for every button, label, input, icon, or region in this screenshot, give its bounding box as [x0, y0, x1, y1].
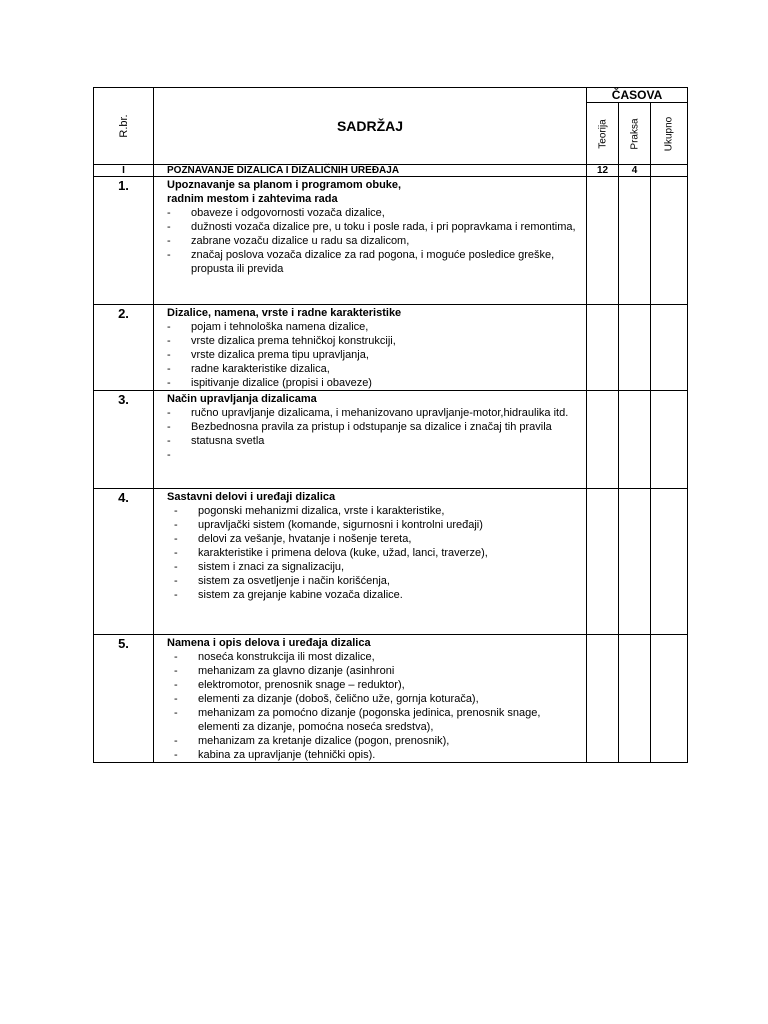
- header-praksa: Praksa: [629, 117, 640, 150]
- table-row: [94, 305, 688, 391]
- list-item: - obaveze i odgovornosti vozača dizalice,: [167, 206, 580, 220]
- header-casova: ČASOVA: [587, 88, 688, 103]
- header-row-top: [94, 88, 688, 103]
- row-topic: Sastavni delovi i uređaji dizalica: [167, 491, 336, 503]
- header-teorija-cell: [587, 103, 619, 165]
- row-topic: Dizalice, namena, vrste i radne karakteristike: [167, 307, 402, 319]
- hours-cell: [619, 305, 651, 391]
- row-item-list: [167, 320, 580, 390]
- row-item-list: [167, 206, 580, 276]
- row-topic: Način upravljanja dizalicama: [167, 393, 317, 405]
- list-item: - pogonski mehanizmi dizalica, vrste i karakteristike,: [167, 504, 580, 518]
- hours-cell: [619, 177, 651, 305]
- header-rbr-cell: [94, 88, 154, 165]
- section-num: I: [94, 165, 154, 177]
- hours-cell: [587, 391, 619, 489]
- list-item: - mehanizam za kretanje dizalice (pogon, prenosnik),: [167, 734, 580, 748]
- list-item: - statusna svetla: [167, 434, 580, 448]
- hours-cell: [619, 489, 651, 635]
- row-topic: radnim mestom i zahtevima rada: [167, 193, 338, 205]
- table-row: [94, 489, 688, 635]
- hours-cell: [651, 305, 688, 391]
- list-item: - značaj poslova vozača dizalice za rad pogona, i moguće posledice greške, propusta ili previda: [167, 248, 580, 276]
- row-content: [154, 177, 587, 305]
- list-item: - karakteristike i primena delova (kuke, užad, lanci, traverze),: [167, 546, 580, 560]
- list-item: - ispitivanje dizalice (propisi i obaveze): [167, 376, 580, 390]
- row-item-list: [167, 504, 580, 602]
- hours-cell: [587, 635, 619, 763]
- table-row: [94, 635, 688, 763]
- row-number: 4.: [94, 489, 154, 635]
- table-row: [94, 177, 688, 305]
- list-item: - pojam i tehnološka namena dizalice,: [167, 320, 580, 334]
- row-number: 3.: [94, 391, 154, 489]
- section-row: [94, 165, 688, 177]
- header-praksa-cell: [619, 103, 651, 165]
- header-rbr: R.br.: [117, 114, 130, 138]
- curriculum-table: [93, 87, 688, 763]
- row-topic: Upoznavanje sa planom i programom obuke,: [167, 179, 402, 191]
- list-item: - sistem za grejanje kabine vozača dizalice.: [167, 588, 580, 602]
- list-item: - ručno upravljanje dizalicama, i mehanizovano upravljanje-motor,hidraulika itd.: [167, 406, 580, 420]
- list-item: - upravljački sistem (komande, sigurnosni i kontrolni uređaji): [167, 518, 580, 532]
- row-topic: Namena i opis delova i uređaja dizalica: [167, 637, 371, 649]
- list-item: - radne karakteristike dizalica,: [167, 362, 580, 376]
- row-content: [154, 305, 587, 391]
- row-number: 5.: [94, 635, 154, 763]
- hours-cell: [651, 635, 688, 763]
- row-content: [154, 635, 587, 763]
- row-item-list: [167, 406, 580, 448]
- list-item: - Bezbednosna pravila za pristup i odstupanje sa dizalice i značaj tih pravila: [167, 420, 580, 434]
- section-title: POZNAVANJE DIZALICA I DIZALIČNIH UREĐAJA: [154, 165, 587, 177]
- list-item: - vrste dizalica prema tipu upravljanja,: [167, 348, 580, 362]
- list-item: - sistem i znaci za signalizaciju,: [167, 560, 580, 574]
- list-item: - elektromotor, prenosnik snage – reduktor),: [167, 678, 580, 692]
- row-content: [154, 489, 587, 635]
- hours-cell: [651, 391, 688, 489]
- list-item: - mehanizam za pomoćno dizanje (pogonska jedinica, prenosnik snage, elementi za dizanje, pomoćna noseća sredstva),: [167, 706, 580, 734]
- list-item: - noseća konstrukcija ili most dizalice,: [167, 650, 580, 664]
- hours-cell: [587, 489, 619, 635]
- table-row: [94, 391, 688, 489]
- list-item: - zabrane vozaču dizalice u radu sa dizalicom,: [167, 234, 580, 248]
- row-item-list: [167, 650, 580, 762]
- list-item: - vrste dizalica prema tehničkoj konstrukciji,: [167, 334, 580, 348]
- row-content: [154, 391, 587, 489]
- list-item: - sistem za osvetljenje i način korišćenja,: [167, 574, 580, 588]
- hours-cell: [651, 489, 688, 635]
- header-teorija: Teorija: [597, 118, 608, 149]
- list-item: - kabina za upravljanje (tehnički opis).: [167, 748, 580, 762]
- section-teorija: 12: [587, 165, 619, 177]
- hours-cell: [619, 391, 651, 489]
- row-number: 2.: [94, 305, 154, 391]
- header-ukupno: Ukupno: [663, 116, 675, 151]
- hours-cell: [587, 305, 619, 391]
- row-number: 1.: [94, 177, 154, 305]
- header-ukupno-cell: [651, 103, 688, 165]
- section-ukupno: [651, 165, 688, 177]
- list-item: - delovi za vešanje, hvatanje i nošenje tereta,: [167, 532, 580, 546]
- hours-cell: [619, 635, 651, 763]
- hours-cell: [651, 177, 688, 305]
- list-item: - mehanizam za glavno dizanje (asinhroni: [167, 664, 580, 678]
- section-praksa: 4: [619, 165, 651, 177]
- list-item: - elementi za dizanje (doboš, čelično uže, gornja koturača),: [167, 692, 580, 706]
- header-sadrzaj: SADRŽAJ: [154, 88, 587, 165]
- hours-cell: [587, 177, 619, 305]
- list-item: - dužnosti vozača dizalice pre, u toku i posle rada, i pri popravkama i remontima,: [167, 220, 580, 234]
